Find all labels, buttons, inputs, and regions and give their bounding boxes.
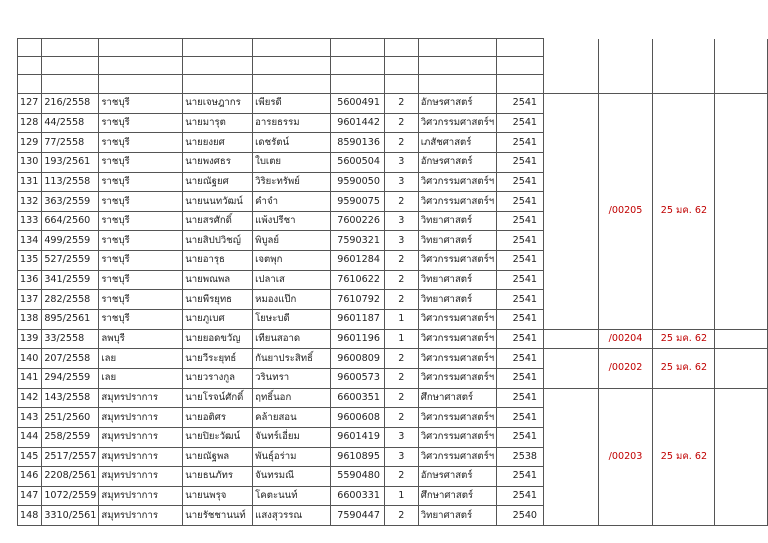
round-cell: 2: [384, 349, 418, 369]
document-number: /00205: [598, 94, 653, 330]
student-code-cell: 7610622: [331, 270, 385, 290]
first-name-cell: นายพงศธร: [183, 152, 253, 172]
faculty-cell: วิศวกรรมศาสตร์ฯ: [418, 251, 496, 271]
student-code-cell: 7590447: [331, 506, 385, 526]
round-cell: 2: [384, 133, 418, 153]
student-id-cell: 77/2558: [42, 133, 99, 153]
year-cell: 2541: [497, 467, 544, 487]
student-id-cell: 2208/2561: [42, 467, 99, 487]
spacer-cell: [715, 329, 768, 349]
round-cell: 3: [384, 172, 418, 192]
province-cell: ราชบุรี: [99, 172, 183, 192]
round-cell: 2: [384, 270, 418, 290]
last-name-cell: โคตะนนท์: [253, 486, 331, 506]
student-code-cell: 5590480: [331, 467, 385, 487]
first-name-cell: นายพีรยุทธ: [183, 290, 253, 310]
year-cell: 2541: [497, 408, 544, 428]
year-cell: 2541: [497, 310, 544, 330]
first-name-cell: นายธนภัทร: [183, 467, 253, 487]
province-cell: สมุทรปราการ: [99, 408, 183, 428]
province-cell: สมุทรปราการ: [99, 486, 183, 506]
row-number-cell: 129: [18, 133, 42, 153]
faculty-cell: วิทยาศาสตร์: [418, 270, 496, 290]
student-code-cell: 8590136: [331, 133, 385, 153]
year-cell: 2541: [497, 427, 544, 447]
spacer-cell: [715, 388, 768, 525]
province-cell: ราชบุรี: [99, 113, 183, 133]
year-cell: 2541: [497, 388, 544, 408]
row-number-cell: 141: [18, 368, 42, 388]
document-date: 25 มค. 62: [653, 388, 715, 525]
spacer-cell: [544, 329, 599, 349]
year-cell: 2541: [497, 329, 544, 349]
student-id-cell: 258/2559: [42, 427, 99, 447]
round-cell: 2: [384, 388, 418, 408]
round-cell: 1: [384, 486, 418, 506]
row-number-cell: 127: [18, 94, 42, 114]
year-cell: 2541: [497, 251, 544, 271]
round-cell: 1: [384, 310, 418, 330]
faculty-cell: วิศวกรรมศาสตร์ฯ: [418, 192, 496, 212]
last-name-cell: จันทร์เอี่ยม: [253, 427, 331, 447]
spacer-cell: [544, 388, 599, 525]
student-code-cell: 9600573: [331, 368, 385, 388]
round-cell: 3: [384, 152, 418, 172]
first-name-cell: นายรัชชานนท์: [183, 506, 253, 526]
row-number-cell: 132: [18, 192, 42, 212]
last-name-cell: พิบูลย์: [253, 231, 331, 251]
student-code-cell: 9601196: [331, 329, 385, 349]
spacer-cell: [544, 94, 599, 330]
year-cell: 2538: [497, 447, 544, 467]
student-id-cell: 294/2559: [42, 368, 99, 388]
first-name-cell: นายสรศักดิ์: [183, 211, 253, 231]
student-id-cell: 895/2561: [42, 310, 99, 330]
row-number-cell: 136: [18, 270, 42, 290]
last-name-cell: โยษะบดี: [253, 310, 331, 330]
student-id-cell: 363/2559: [42, 192, 99, 212]
last-name-cell: ฤทธิ์นอก: [253, 388, 331, 408]
document-number: /00202: [598, 349, 653, 388]
row-number-cell: 137: [18, 290, 42, 310]
first-name-cell: นายนนทวัฒน์: [183, 192, 253, 212]
province-cell: เลย: [99, 368, 183, 388]
year-cell: 2541: [497, 231, 544, 251]
spacer-cell: [715, 349, 768, 388]
document-number: /00204: [598, 329, 653, 349]
row-number-cell: 139: [18, 329, 42, 349]
first-name-cell: นายวรางกูล: [183, 368, 253, 388]
student-id-cell: 499/2559: [42, 231, 99, 251]
round-cell: 1: [384, 329, 418, 349]
student-code-cell: 5600504: [331, 152, 385, 172]
province-cell: เลย: [99, 349, 183, 369]
table-row: [18, 349, 768, 369]
round-cell: 3: [384, 427, 418, 447]
student-id-cell: 664/2560: [42, 211, 99, 231]
faculty-cell: วิศวกรรมศาสตร์ฯ: [418, 447, 496, 467]
year-cell: 2541: [497, 290, 544, 310]
last-name-cell: กันยาประสิทธิ์: [253, 349, 331, 369]
last-name-cell: พันธุ์อร่าม: [253, 447, 331, 467]
student-id-cell: 3310/2561: [42, 506, 99, 526]
student-code-cell: 9600608: [331, 408, 385, 428]
round-cell: 3: [384, 447, 418, 467]
student-id-cell: 143/2558: [42, 388, 99, 408]
faculty-cell: เภสัชศาสตร์: [418, 133, 496, 153]
last-name-cell: หมองแป๊ก: [253, 290, 331, 310]
student-code-cell: 9610895: [331, 447, 385, 467]
student-code-cell: 9601187: [331, 310, 385, 330]
student-id-cell: 33/2558: [42, 329, 99, 349]
table-header-row: [18, 39, 768, 57]
year-cell: 2541: [497, 349, 544, 369]
year-cell: 2541: [497, 270, 544, 290]
faculty-cell: อักษรศาสตร์: [418, 467, 496, 487]
round-cell: 2: [384, 251, 418, 271]
document-date: 25 มค. 62: [653, 349, 715, 388]
province-cell: ราชบุรี: [99, 152, 183, 172]
table-row: [18, 388, 768, 408]
first-name-cell: นายอารุธ: [183, 251, 253, 271]
student-code-cell: 7600226: [331, 211, 385, 231]
student-code-cell: 9601419: [331, 427, 385, 447]
faculty-cell: วิศวกรรมศาสตร์ฯ: [418, 310, 496, 330]
row-number-cell: 130: [18, 152, 42, 172]
student-code-cell: 9600809: [331, 349, 385, 369]
student-id-cell: 207/2558: [42, 349, 99, 369]
year-cell: 2541: [497, 113, 544, 133]
last-name-cell: เทียนสอาด: [253, 329, 331, 349]
faculty-cell: วิศวกรรมศาสตร์ฯ: [418, 172, 496, 192]
last-name-cell: คำจำ: [253, 192, 331, 212]
province-cell: ราชบุรี: [99, 290, 183, 310]
round-cell: 2: [384, 192, 418, 212]
faculty-cell: วิศวกรรมศาสตร์ฯ: [418, 113, 496, 133]
year-cell: 2541: [497, 486, 544, 506]
student-id-cell: 193/2561: [42, 152, 99, 172]
student-code-cell: 7590321: [331, 231, 385, 251]
first-name-cell: นายภูเบศ: [183, 310, 253, 330]
round-cell: 2: [384, 113, 418, 133]
row-number-cell: 134: [18, 231, 42, 251]
first-name-cell: นายอติศร: [183, 408, 253, 428]
last-name-cell: วิริยะทรัพย์: [253, 172, 331, 192]
student-code-cell: 9590050: [331, 172, 385, 192]
student-code-cell: 6600331: [331, 486, 385, 506]
first-name-cell: นายนพรุจ: [183, 486, 253, 506]
row-number-cell: 146: [18, 467, 42, 487]
student-id-cell: 282/2558: [42, 290, 99, 310]
row-number-cell: 148: [18, 506, 42, 526]
round-cell: 2: [384, 506, 418, 526]
round-cell: 3: [384, 211, 418, 231]
spacer-cell: [715, 94, 768, 330]
province-cell: สมุทรปราการ: [99, 427, 183, 447]
last-name-cell: เปลาเส: [253, 270, 331, 290]
faculty-cell: วิทยาศาสตร์: [418, 290, 496, 310]
last-name-cell: คล้ายสอน: [253, 408, 331, 428]
province-cell: ราชบุรี: [99, 231, 183, 251]
first-name-cell: นายพณพล: [183, 270, 253, 290]
faculty-cell: วิศวกรรมศาสตร์ฯ: [418, 349, 496, 369]
row-number-cell: 138: [18, 310, 42, 330]
last-name-cell: เดชรัตน์: [253, 133, 331, 153]
row-number-cell: 135: [18, 251, 42, 271]
round-cell: 2: [384, 290, 418, 310]
province-cell: ราชบุรี: [99, 270, 183, 290]
first-name-cell: นายณัฐยศ: [183, 172, 253, 192]
year-cell: 2541: [497, 133, 544, 153]
student-id-cell: 2517/2557: [42, 447, 99, 467]
province-cell: สมุทรปราการ: [99, 467, 183, 487]
student-code-cell: 9590075: [331, 192, 385, 212]
student-code-cell: 9601442: [331, 113, 385, 133]
student-code-cell: 9601284: [331, 251, 385, 271]
year-cell: 2540: [497, 506, 544, 526]
round-cell: 2: [384, 94, 418, 114]
table-row: [18, 329, 768, 349]
year-cell: 2541: [497, 211, 544, 231]
province-cell: ราชบุรี: [99, 310, 183, 330]
table-blank-row: [18, 57, 768, 75]
province-cell: ราชบุรี: [99, 133, 183, 153]
student-table: [17, 38, 768, 526]
first-name-cell: นายมารุต: [183, 113, 253, 133]
last-name-cell: วรินทรา: [253, 368, 331, 388]
row-number-cell: 147: [18, 486, 42, 506]
province-cell: สมุทรปราการ: [99, 506, 183, 526]
last-name-cell: ใบเตย: [253, 152, 331, 172]
faculty-cell: วิศวกรรมศาสตร์ฯ: [418, 329, 496, 349]
year-cell: 2541: [497, 152, 544, 172]
first-name-cell: นายเจษฎากร: [183, 94, 253, 114]
document-date: 25 มค. 62: [653, 94, 715, 330]
document-number: /00203: [598, 388, 653, 525]
faculty-cell: วิศวกรรมศาสตร์ฯ: [418, 408, 496, 428]
spacer-cell: [544, 349, 599, 388]
last-name-cell: อารยธรรม: [253, 113, 331, 133]
row-number-cell: 133: [18, 211, 42, 231]
student-id-cell: 1072/2559: [42, 486, 99, 506]
round-cell: 2: [384, 368, 418, 388]
student-code-cell: 6600351: [331, 388, 385, 408]
last-name-cell: แพ้งปรีชา: [253, 211, 331, 231]
last-name-cell: เพียรดี: [253, 94, 331, 114]
first-name-cell: นายณัฐพล: [183, 447, 253, 467]
year-cell: 2541: [497, 172, 544, 192]
student-id-cell: 216/2558: [42, 94, 99, 114]
row-number-cell: 128: [18, 113, 42, 133]
last-name-cell: จันทรมณี: [253, 467, 331, 487]
faculty-cell: อักษรศาสตร์: [418, 94, 496, 114]
province-cell: สมุทรปราการ: [99, 447, 183, 467]
first-name-cell: นายโรจน์ศักดิ์: [183, 388, 253, 408]
first-name-cell: นายวีระยุทธ์: [183, 349, 253, 369]
student-id-cell: 113/2558: [42, 172, 99, 192]
last-name-cell: แสงสุวรรณ: [253, 506, 331, 526]
first-name-cell: นายสิปปวิชญ์: [183, 231, 253, 251]
province-cell: สมุทรปราการ: [99, 388, 183, 408]
round-cell: 2: [384, 408, 418, 428]
first-name-cell: นายปิยะวัฒน์: [183, 427, 253, 447]
faculty-cell: ศึกษาศาสตร์: [418, 388, 496, 408]
document-date: 25 มค. 62: [653, 329, 715, 349]
row-number-cell: 140: [18, 349, 42, 369]
faculty-cell: ศึกษาศาสตร์: [418, 486, 496, 506]
student-id-cell: 44/2558: [42, 113, 99, 133]
faculty-cell: วิศวกรรมศาสตร์ฯ: [418, 427, 496, 447]
student-code-cell: 5600491: [331, 94, 385, 114]
table-row: [18, 94, 768, 114]
last-name-cell: เจตพุก: [253, 251, 331, 271]
faculty-cell: วิศวกรรมศาสตร์ฯ: [418, 368, 496, 388]
province-cell: ราชบุรี: [99, 94, 183, 114]
faculty-cell: วิทยาศาสตร์: [418, 231, 496, 251]
round-cell: 3: [384, 231, 418, 251]
first-name-cell: นายยงยศ: [183, 133, 253, 153]
province-cell: ราชบุรี: [99, 251, 183, 271]
year-cell: 2541: [497, 192, 544, 212]
row-number-cell: 144: [18, 427, 42, 447]
year-cell: 2541: [497, 94, 544, 114]
faculty-cell: วิทยาศาสตร์: [418, 211, 496, 231]
row-number-cell: 143: [18, 408, 42, 428]
faculty-cell: อักษรศาสตร์: [418, 152, 496, 172]
row-number-cell: 131: [18, 172, 42, 192]
table-separator-row: [18, 75, 768, 94]
year-cell: 2541: [497, 368, 544, 388]
row-number-cell: 142: [18, 388, 42, 408]
round-cell: 2: [384, 467, 418, 487]
province-cell: ราชบุรี: [99, 211, 183, 231]
province-cell: ลพบุรี: [99, 329, 183, 349]
student-id-cell: 341/2559: [42, 270, 99, 290]
province-cell: ราชบุรี: [99, 192, 183, 212]
faculty-cell: วิทยาศาสตร์: [418, 506, 496, 526]
student-id-cell: 527/2559: [42, 251, 99, 271]
first-name-cell: นายยอดขวัญ: [183, 329, 253, 349]
row-number-cell: 145: [18, 447, 42, 467]
student-code-cell: 7610792: [331, 290, 385, 310]
student-id-cell: 251/2560: [42, 408, 99, 428]
